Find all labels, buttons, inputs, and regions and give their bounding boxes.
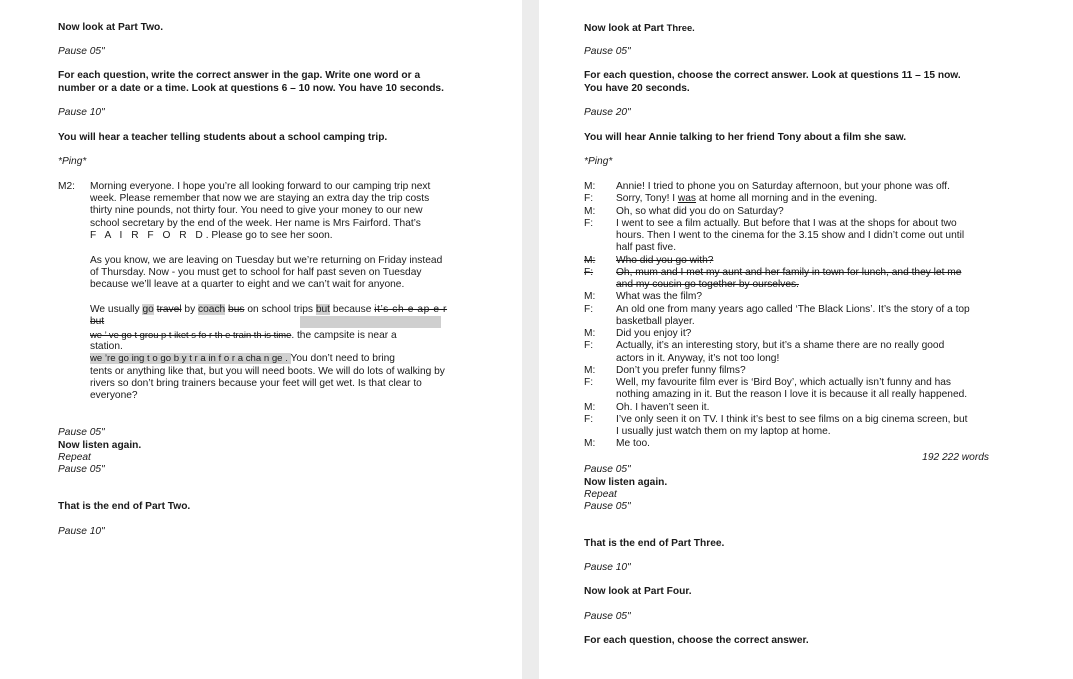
dialogue-line: Well, my favourite film ever is ‘Bird Boy’, which actually isn’t funny and has	[616, 377, 951, 388]
dialogue-line: half past five.	[616, 242, 677, 253]
inserted-phrase: we ’re go ing t o go b y t r a in f o r a cha n ge .	[90, 353, 291, 364]
transcript-line	[90, 353, 395, 365]
pause-label: Pause 20"	[584, 107, 631, 118]
instruction-line: For each question, choose the correct answer.	[584, 635, 809, 646]
deleted-line: Oh, mum and I met my aunt and her family in town for lunch, and they let me	[616, 267, 962, 278]
speaker-label: F:	[584, 304, 594, 315]
speaker-label: M:	[584, 328, 596, 339]
deleted-word: travel	[156, 304, 182, 315]
part-four-heading: Now look at Part Four.	[584, 586, 692, 597]
transcript-line: school secretary by the end of the week. Her name is Mrs Fairford. That’s	[90, 218, 421, 229]
heading-text: Now look at Part	[584, 23, 667, 34]
deleted-word: bus	[228, 304, 245, 315]
page-left	[0, 0, 522, 679]
speaker-label: M:	[584, 206, 596, 217]
dialogue-line: Did you enjoy it?	[616, 328, 692, 339]
transcript-text: . Please go to see her soon.	[205, 230, 333, 241]
transcript-line: tents or anything like that, but you will need boots. We will do lots of walking by	[90, 366, 445, 377]
dialogue-line: I went to see a film actually. But before that I was at the shops for about two	[616, 218, 957, 229]
instruction-line: For each question, write the correct answer in the gap. Write one word or a	[58, 70, 421, 81]
speaker-label: F:	[584, 267, 594, 278]
pause-label: Pause 05"	[584, 611, 631, 622]
transcript-line: week. Please remember that now we are staying an extra day the trip costs	[90, 193, 430, 204]
listen-again-label: Now listen again.	[58, 440, 142, 451]
pause-label: Pause 05"	[58, 427, 105, 438]
highlight-block	[300, 316, 441, 328]
pause-label: Pause 05"	[584, 464, 631, 475]
transcript-line	[90, 304, 447, 316]
transcript-line: everyone?	[90, 390, 138, 401]
pause-label: Pause 05"	[58, 46, 105, 57]
underlined-word: was	[677, 193, 697, 204]
instruction-line: For each question, choose the correct answer. Look at questions 11 – 15 now.	[584, 70, 961, 81]
transcript-text: on school trips	[244, 304, 316, 315]
intro-line: You will hear Annie talking to her friend Tony about a film she saw.	[584, 132, 907, 143]
transcript-text: . the campsite is near a	[291, 330, 397, 341]
dialogue-text: at home all morning and in the evening.	[696, 193, 878, 204]
speaker-label: M:	[584, 438, 596, 449]
pause-label: Pause 05"	[584, 501, 631, 512]
transcript-line	[90, 329, 397, 342]
pause-label: Pause 10"	[58, 107, 105, 118]
transcript-line: Morning everyone. I hope you’re all looking forward to our camping trip next	[90, 181, 431, 192]
part-two-heading: Now look at Part Two.	[58, 22, 164, 33]
repeat-label: Repeat	[584, 489, 617, 500]
dialogue-line: Actually, it’s an interesting story, but it’s a shame there are no really good	[616, 340, 945, 351]
transcript-text: by	[181, 304, 199, 315]
inserted-word: go	[142, 304, 154, 315]
dialogue-line: Oh, so what did you do on Saturday?	[616, 206, 784, 217]
pause-label: Pause 10"	[584, 562, 631, 573]
transcript-text: because	[330, 304, 375, 315]
dialogue-line: basketball player.	[616, 316, 695, 327]
dialogue-line: actors in it. Anyway, it’s not too long!	[616, 353, 780, 364]
dialogue-text: Sorry, Tony! I	[616, 193, 678, 204]
spelled-name: F A I R F O R D	[90, 230, 206, 241]
deleted-phrase: it’s ch e ap e r	[374, 304, 448, 315]
speaker-label: F:	[584, 414, 594, 425]
transcript-line: because we’ll leave at a quarter to eight and we can’t wait for anyone.	[90, 279, 405, 290]
dialogue-line: Oh. I haven’t seen it.	[616, 402, 710, 413]
transcript-line	[90, 230, 333, 242]
speaker-label: M:	[584, 255, 596, 266]
end-of-part-label: That is the end of Part Two.	[58, 501, 191, 512]
speaker-label: M:	[584, 291, 596, 302]
dialogue-line: hours. Then I went to the cinema for the 3.15 show and I didn’t come out until	[616, 230, 965, 241]
inserted-word: coach	[198, 304, 226, 315]
instruction-line: You have 20 seconds.	[584, 83, 690, 94]
speaker-label: F:	[584, 193, 594, 204]
intro-line: You will hear a teacher telling students about a school camping trip.	[58, 132, 388, 143]
inserted-word: but	[315, 304, 331, 315]
speaker-label: M2:	[58, 181, 75, 192]
dialogue-line: I usually just watch them on my laptop at home.	[616, 426, 831, 437]
page-right	[539, 0, 1073, 679]
transcript-text: We usually	[90, 304, 143, 315]
dialogue-line	[616, 193, 877, 205]
transcript-line: rivers so don’t bring trainers because your feet will get wet. Is that clear to	[90, 378, 422, 389]
dialogue-line: Me too.	[616, 438, 650, 449]
pause-label: Pause 05"	[58, 464, 105, 475]
speaker-label: F:	[584, 340, 594, 351]
instruction-line: number or a date or a time. Look at questions 6 – 10 now. You have 10 seconds.	[58, 83, 444, 94]
pause-label: Pause 10"	[58, 526, 105, 537]
pause-label: Pause 05"	[584, 46, 631, 57]
deleted-phrase: we ’ ve go t grou p t iket s fo r th e train th is time	[90, 329, 292, 340]
heading-text: Three.	[666, 22, 695, 33]
transcript-line: of Thursday. Now - you must get to school for half past seven on Tuesday	[90, 267, 422, 278]
dialogue-line: Don’t you prefer funny films?	[616, 365, 746, 376]
word-count: 192 222 words	[922, 452, 989, 463]
transcript-line: thirty nine pounds, not thirty four. You need to give your money to our new	[90, 205, 423, 216]
speaker-label: M:	[584, 402, 596, 413]
dialogue-line: An old one from many years ago called ‘The Black Lions’. It’s the story of a top	[616, 304, 970, 315]
dialogue-line: Annie! I tried to phone you on Saturday afternoon, but your phone was off.	[616, 181, 950, 192]
transcript-line: station.	[90, 341, 123, 352]
speaker-label: F:	[584, 377, 594, 388]
speaker-label: M:	[584, 181, 596, 192]
end-of-part-label: That is the end of Part Three.	[584, 538, 725, 549]
dialogue-line: I’ve only seen it on TV. I think it’s best to see films on a big cinema screen, but	[616, 414, 968, 425]
dialogue-line: What was the film?	[616, 291, 703, 302]
ping-label: *Ping*	[584, 156, 613, 167]
ping-label: *Ping*	[58, 156, 87, 167]
speaker-label: F:	[584, 218, 594, 229]
part-three-heading	[584, 22, 695, 35]
transcript-line: As you know, we are leaving on Tuesday but we’re returning on Friday instead	[90, 255, 443, 266]
deleted-line: and my cousin go together by ourselves.	[616, 279, 799, 290]
repeat-label: Repeat	[58, 452, 91, 463]
deleted-word: but	[90, 316, 105, 327]
deleted-line: Who did you go with?	[616, 255, 714, 266]
dialogue-line: nothing amazing in it. But the reason I love it is because it all really happened.	[616, 389, 968, 400]
transcript-text: You don’t need to bring	[290, 353, 395, 364]
speaker-label: M:	[584, 365, 596, 376]
listen-again-label: Now listen again.	[584, 477, 668, 488]
